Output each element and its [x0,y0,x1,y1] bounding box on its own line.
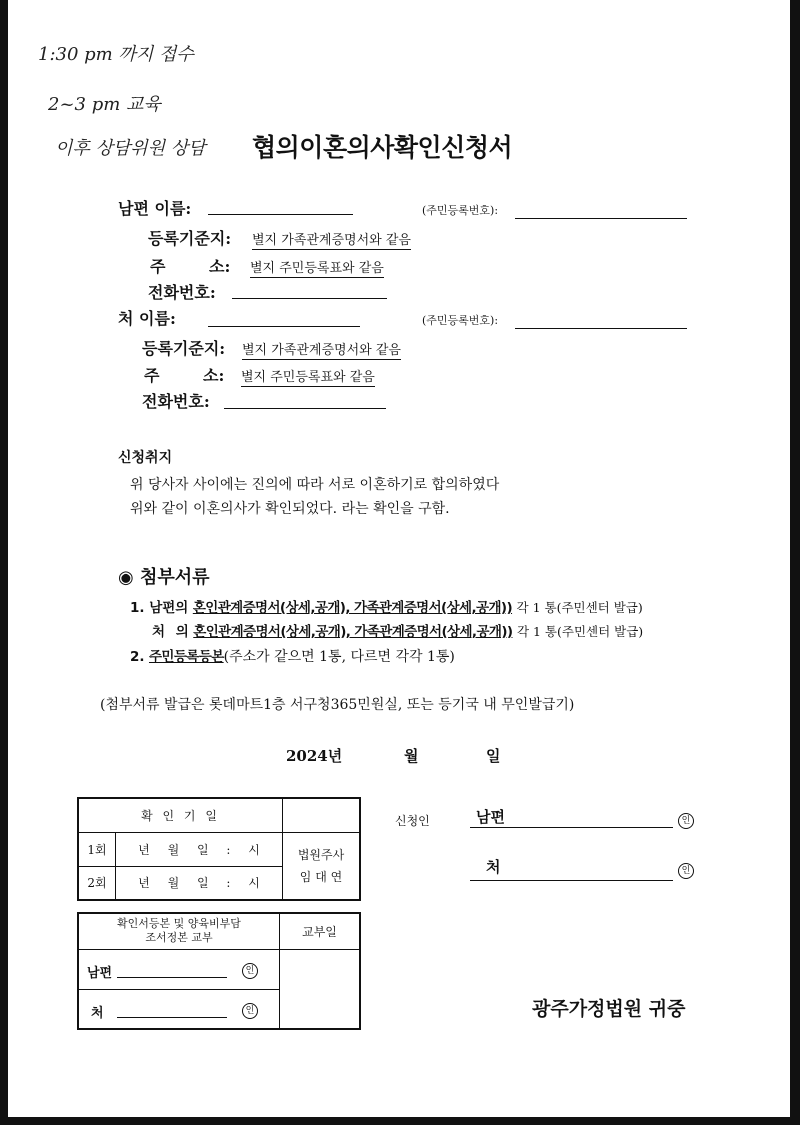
purpose-line-2: 위와 같이 이혼의사가 확인되었다. 라는 확인을 구함. [130,501,450,517]
applicant-husband-field[interactable] [470,827,673,828]
scan-border-bottom [0,1117,800,1125]
seal-icon: 인 [242,963,258,979]
attachment-item-2-suffix: (주소가 같으면 1통, 다르면 각각 1통) [223,649,455,665]
date-day: 일 [486,747,501,765]
wife-id-label: (주민등록번호): [422,314,499,327]
wife-phone-label: 전화번호: [142,392,210,411]
delivery-wife-cell [78,989,280,1029]
delivery-husband-label: 남편 [87,965,113,981]
attachment-item-2-prefix: 2. [130,649,145,665]
applicant-label: 신청인 [395,814,430,828]
confirm-row-1-date[interactable]: 년 월 일 : 시 [116,832,283,866]
attachment-item-1-suffix: 각 1 통(주민센터 발급) [516,600,643,615]
confirm-row-2-date[interactable]: 년 월 일 : 시 [116,866,283,900]
confirm-table-header: 확 인 기 일 [78,798,283,832]
husband-registry-label: 등록기준지: [148,229,232,248]
husband-phone-label: 전화번호: [148,283,216,302]
husband-id-field[interactable] [515,218,687,219]
purpose-heading: 신청취지 [118,450,173,466]
husband-address-value: 별지 주민등록표와 같음 [250,257,384,278]
applicant-wife-seal [678,858,694,879]
scan-border-left [0,0,8,1125]
delivery-header [78,913,280,949]
delivery-date-header: 교부일 [280,913,361,949]
delivery-wife-label: 처 [91,1005,104,1021]
attachment-item-1b [152,620,643,640]
handwritten-note-3: 이후 상담위원 상담 [55,138,206,159]
delivery-table [77,912,361,1030]
applicant-husband-seal [678,808,694,829]
wife-phone-field[interactable] [224,408,386,409]
husband-id-label: (주민등록번호): [422,204,499,217]
attachment-item-1 [130,596,643,616]
husband-registry-value: 별지 가족관계증명서와 같음 [252,229,411,250]
husband-name-label: 남편 이름: [118,199,192,218]
handwritten-note-2: 2~3 pm 교육 [48,94,161,115]
attachment-item-1b-docs: 혼인관계증명서(상세,공개), 가족관계증명서(상세,공개)) [193,624,513,640]
delivery-header-line-1: 확인서등본 및 양육비부담 [117,917,241,931]
applicant-husband-label: 남편 [476,808,505,826]
wife-registry-label: 등록기준지: [142,339,226,358]
wife-address-label: 주 소: [144,366,225,385]
attachment-item-1b-suffix: 각 1 통(주민센터 발급) [516,624,644,639]
seal-icon: 인 [678,863,694,879]
confirm-table-blank [283,798,361,832]
husband-name-field[interactable] [208,214,353,215]
date-month: 월 [404,747,419,765]
delivery-date-cell[interactable] [280,949,361,1029]
delivery-wife-seal [242,1002,258,1019]
attachment-item-1-docs: 혼인관계증명서(상세,공개), 가족관계증명서(상세,공개)) [192,600,513,616]
judge-cell [283,832,361,900]
judge-name: 임 대 연 [299,869,343,884]
confirm-row-2-label: 2회 [78,866,116,900]
attachments-issue-note: (첨부서류 발급은 롯데마트1층 서구청365민원실, 또는 등기국 내 무인발급기) [100,697,575,713]
attachment-item-2-docs: 주민등록등본 [148,649,224,665]
attachment-item-1-prefix: 1. 남편의 [130,600,189,616]
husband-phone-field[interactable] [232,298,387,299]
purpose-line-1: 위 당사자 사이에는 진의에 따라 서로 이혼하기로 합의하였다 [130,477,500,493]
wife-name-label: 처 이름: [118,309,176,328]
attachment-item-1b-prefix: 처 의 [152,624,189,640]
date-year: 2024년 [286,747,343,765]
wife-name-field[interactable] [208,326,360,327]
attachment-item-2 [130,645,455,666]
court-addressee: 광주가정법원 귀중 [532,998,686,1020]
confirm-date-table [77,797,361,901]
seal-icon: 인 [678,813,694,829]
applicant-wife-field[interactable] [470,880,673,881]
applicant-wife-label: 처 [486,858,501,876]
delivery-wife-field[interactable] [117,1017,227,1018]
husband-address-label: 주 소: [150,257,231,276]
delivery-header-line-2: 조서정본 교부 [145,931,213,945]
seal-icon: 인 [242,1003,258,1019]
delivery-husband-cell [78,949,280,989]
delivery-husband-seal [242,962,258,979]
wife-registry-value: 별지 가족관계증명서와 같음 [242,339,401,360]
attachments-heading: ◉ 첨부서류 [118,567,210,588]
wife-id-field[interactable] [515,328,687,329]
document-title: 협의이혼의사확인신청서 [252,133,513,162]
judge-title: 법원주사 [297,847,345,862]
confirm-row-1-label: 1회 [78,832,116,866]
handwritten-note-1: 1:30 pm 까지 접수 [38,44,194,65]
scan-border-right [790,0,800,1125]
delivery-husband-field[interactable] [117,977,227,978]
wife-address-value: 별지 주민등록표와 같음 [241,366,375,387]
